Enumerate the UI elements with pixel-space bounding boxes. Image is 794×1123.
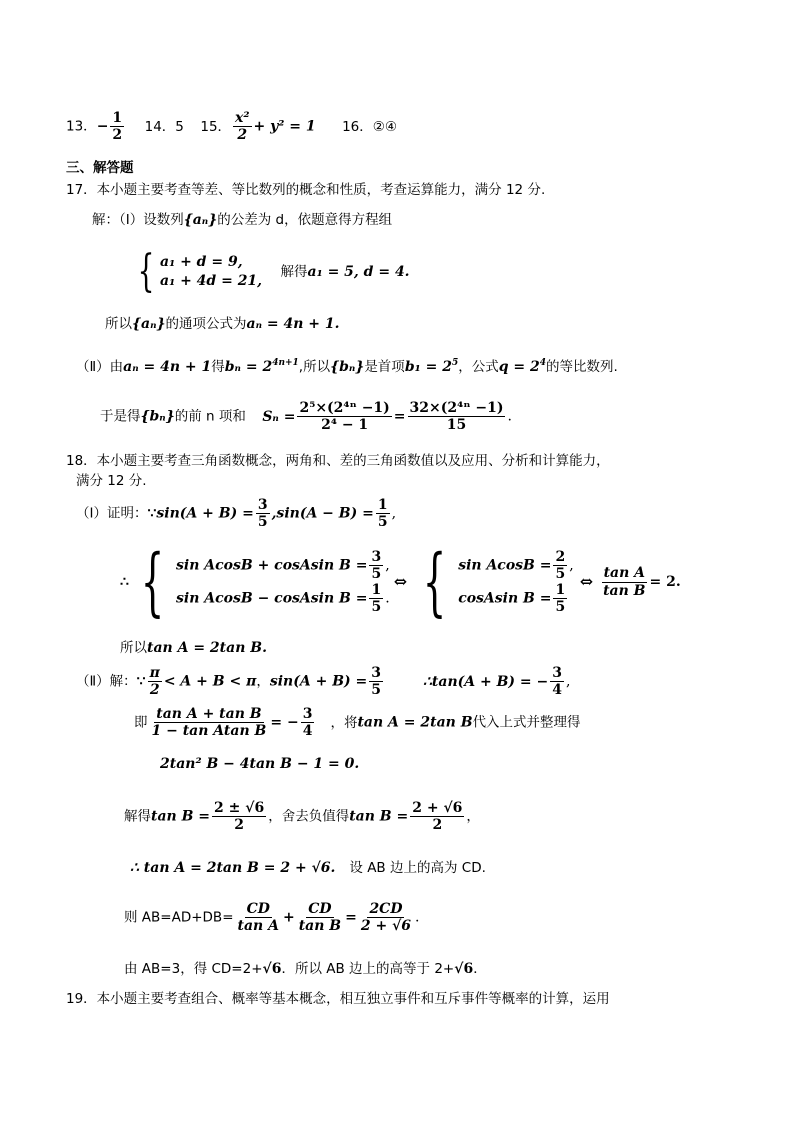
q18-final-root: √6 [262, 961, 282, 977]
q18-tan-sum-frac: $\frac{\text{tan A + tan B}}{\text{1 − tan Atan B}}$ [151, 706, 267, 740]
q17-part2-text-d: 是首项 [364, 359, 405, 375]
iff-icon: ⇔ [393, 572, 408, 591]
q17-sum-text-b: 的前 n 项和 [174, 408, 246, 425]
left-brace-icon-b: { [422, 539, 447, 625]
q17-part1-text-b: 的公差为 d，依题意得方程组 [217, 212, 393, 228]
q18-root-text-c: ， [466, 808, 480, 825]
q18-part2-label: （Ⅱ）解： [76, 673, 137, 690]
q17-system-equations: a₁ + d = 9, a₁ + 4d = 21, [160, 254, 263, 289]
q18-part1-line [76, 497, 396, 530]
q17-sum-frac2: $\frac{\text{32×(2⁴ⁿ −1)}}{15}$ [409, 400, 504, 434]
q17-part1-line [92, 213, 392, 228]
q18-root2-frac: $\frac{2 + √6}{2}$ [412, 800, 463, 834]
q18-part1-frac2: $\frac{1}{5}$ [377, 497, 388, 531]
q18-sub-formula: tan A = 2tan B [357, 714, 473, 731]
answers-line [66, 110, 397, 143]
q17-solve-result: a₁ = 5, d = 4. [307, 264, 410, 280]
q18-sub-text-b: 代入上式并整理得 [472, 714, 581, 731]
q17-part2-f4: $q = 2^4$ [498, 358, 546, 375]
q18-part2-sin-frac: $\frac{3}{5}$ [371, 665, 381, 699]
q18-part1-frac1: $\frac{3}{5}$ [257, 497, 268, 531]
q17-part2-line [76, 360, 618, 375]
q17-sum-lhs: Sₙ = [262, 408, 296, 425]
q18-part1-f1: sin(A + B) = [156, 505, 254, 522]
q18-ab-frac3: $\frac{2CD}{2 + √6}$ [360, 901, 412, 935]
answer-15-rest: + y² = 1 [253, 118, 316, 135]
q18-final-text-c: ． [473, 961, 487, 977]
answer-16: 16．②④ [342, 118, 397, 135]
q18-part2-end: , [566, 673, 571, 690]
answer-13-fraction: $\frac{1}{2}$ [112, 110, 123, 144]
q17-part2-text-b: 得 [211, 359, 225, 375]
q18-ji-line [134, 706, 581, 739]
q18-intro-1: 18．本小题主要考查三角函数概念，两角和、差的三角函数值以及应用、分析和计算能力， [66, 453, 610, 469]
q17-system [132, 246, 410, 297]
q18-tana: ∴ tan A = 2tan B = 2 + √6. [130, 860, 336, 876]
q18-part2-tan: ∴tan(A + B) = − [423, 673, 549, 690]
q17-general-seq: {aₙ} [132, 316, 166, 332]
q18-part2-tan-frac: $\frac{3}{4}$ [552, 665, 563, 699]
q18-root-text-b: ，舍去负值得 [268, 808, 350, 825]
q18-ratio: $\frac{\text{tan A}}{\text{tan B}}$ [603, 565, 646, 599]
q17-part2-f1: aₙ = 4n + 1 [123, 359, 212, 375]
q18-pi-frac: $\frac{\pi}{2}$ [149, 665, 160, 699]
q18-ab-frac1: $\frac{CD}{\text{tan A}}$ [237, 901, 279, 935]
q18-intro-2: 满分 12 分. [76, 473, 147, 489]
q17-part2-text-c: ,所以 [298, 359, 331, 375]
q18-root-frac: $\frac{2 \pm √6}{2}$ [214, 800, 265, 834]
q18-quadratic: 2tan² B − 4tan B − 1 = 0. [160, 756, 360, 772]
left-brace-icon-a: { [140, 539, 165, 625]
q18-root-text-a: 解得 [124, 808, 151, 825]
q17-part2-f2: $b_n = 2^{4n+1}$ [224, 358, 299, 375]
q18-final-root2: √6 [454, 961, 474, 977]
q18-ji-eq: = − [270, 714, 299, 731]
q18-system-a: sin AcosB + cosAsin B = $\frac{3}{5}$ , sin AcosB − cosAsin B = $\frac{1}{5}$ . [176, 548, 390, 616]
answer-13-sign: − [96, 118, 109, 135]
q18-ab-text: 则 AB=AD+DB= [124, 909, 234, 926]
q18-system-line [120, 539, 681, 625]
q18-ratio-result: = 2. [649, 574, 681, 590]
answer-15-fraction: $\frac{\text{x²}}{2}$ [235, 110, 250, 144]
q17-sum-line [100, 400, 512, 433]
q17-part2-text-f: 的等比数列. [546, 359, 618, 375]
q17-sum-seq: {bₙ} [140, 408, 175, 425]
q18-part2-inequality: < A + B < π [163, 673, 257, 690]
q18-tana-line [130, 861, 486, 876]
q18-cd-text: 设 AB 边上的高为 CD. [349, 860, 486, 876]
q18-part2-line [76, 665, 570, 698]
q18-part1-label: （Ⅰ）证明： [76, 505, 148, 522]
q17-sum-text-a: 于是得 [100, 408, 141, 425]
q17-part2-text-a: （Ⅱ）由 [76, 359, 124, 375]
q17-part2-text-e: ，公式 [458, 359, 499, 375]
q18-concl-text: 所以 [120, 640, 147, 656]
section-title: 三、解答题 [66, 160, 134, 176]
q17-sum-frac1: $\frac{\text{2⁵×(2⁴ⁿ −1)}}{\text{2⁴ − 1}}$ [299, 400, 390, 434]
q18-ji-frac: $\frac{3}{4}$ [302, 706, 313, 740]
q18-ji: 即 [134, 714, 148, 731]
because-icon-2: ∵ [136, 673, 146, 690]
because-icon: ∵ [147, 505, 157, 522]
therefore-icon: ∴ [120, 574, 129, 590]
left-brace-icon: { [137, 246, 155, 297]
q17-sum-eq: = [393, 408, 406, 425]
q19-intro: 19．本小题主要考查组合、概率等基本概念，相互独立事件和互斥事件等概率的计算，运用 [66, 991, 610, 1007]
q17-part2-seq: {bₙ} [330, 359, 365, 375]
q17-part1-text: 解：（Ⅰ）设数列 [92, 212, 184, 228]
q18-part2-sin: sin(A + B) = [269, 673, 368, 690]
q18-sub-text-a: ，将 [330, 714, 358, 731]
answer-15-label: 15． [200, 118, 232, 135]
q18-root2-lhs: tan B = [349, 808, 409, 825]
q18-final-text-a: 由 AB=3，得 CD=2+ [124, 961, 263, 977]
q18-concl-formula: tan A = 2tan B. [147, 640, 267, 656]
q18-part1-f2: ,sin(A − B) = [271, 505, 374, 522]
q17-general-formula: aₙ = 4n + 1. [246, 316, 340, 332]
q18-part1-end: , [391, 505, 397, 522]
q17-solve-label: 解得 [280, 264, 308, 280]
q18-ab-line [124, 901, 420, 934]
q18-root-line [124, 800, 480, 833]
q18-ab-end: . [415, 909, 420, 926]
q17-part2-f3: $b_1 = 2^5$ [404, 358, 459, 375]
q18-ab-frac2: $\frac{CD}{\text{tan B}}$ [298, 901, 342, 935]
q18-system-b: sin AcosB = $\frac{2}{5}$ , cosAsin B = $\frac{1}{5}$ [458, 548, 574, 616]
answer-14: 14．5 [144, 118, 184, 135]
q17-general-text: 所以 [105, 316, 132, 332]
q18-part2-sep: ， [256, 673, 270, 690]
q17-sum-end: . [507, 408, 512, 425]
q17-general-text-b: 的通项公式为 [165, 316, 247, 332]
q17-seq-a: {aₙ} [183, 212, 218, 228]
q17-intro: 17．本小题主要考查等差、等比数列的概念和性质，考查运算能力，满分 12 分. [66, 182, 546, 198]
q18-final-text-b: ．所以 AB 边上的高等于 2+ [281, 961, 455, 977]
q18-ab-plus: + [282, 909, 295, 926]
iff-icon-2: ⇔ [579, 572, 594, 591]
q18-part1-conclusion [120, 641, 267, 656]
answer-13-label: 13． [66, 118, 97, 135]
q18-ab-eq: = [345, 909, 357, 926]
q18-root-lhs: tan B = [151, 808, 211, 825]
q18-final-line [124, 962, 487, 977]
q17-general-line [105, 317, 339, 332]
